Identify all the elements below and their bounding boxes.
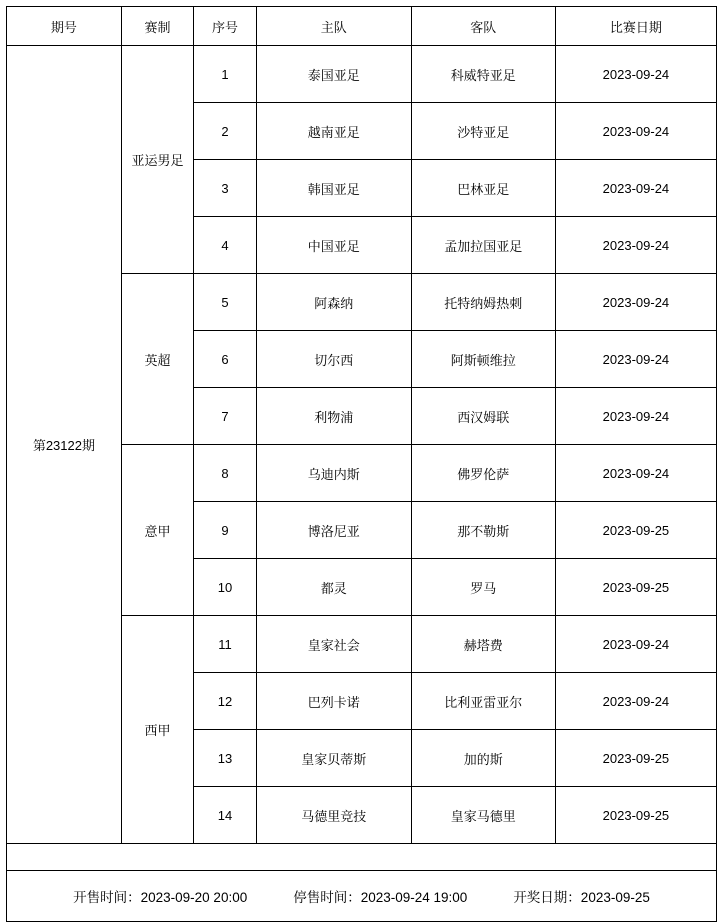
spacer-row	[7, 844, 717, 871]
sale-start-time: 开售时间：2023-09-20 20:00	[73, 890, 248, 905]
home-team: 阿森纳	[256, 274, 411, 331]
match-seq: 10	[194, 559, 256, 616]
match-seq: 6	[194, 331, 256, 388]
home-team: 泰国亚足	[256, 46, 411, 103]
away-team: 科威特亚足	[411, 46, 555, 103]
away-team: 佛罗伦萨	[411, 445, 555, 502]
match-date: 2023-09-24	[555, 616, 716, 673]
header-match-date: 比赛日期	[555, 7, 716, 46]
home-team: 皇家贝蒂斯	[256, 730, 411, 787]
home-team: 韩国亚足	[256, 160, 411, 217]
footer-row	[7, 871, 717, 922]
match-seq: 12	[194, 673, 256, 730]
match-date: 2023-09-24	[555, 388, 716, 445]
table-header	[7, 7, 717, 46]
match-seq: 5	[194, 274, 256, 331]
away-team: 孟加拉国亚足	[411, 217, 555, 274]
sale-end-time: 停售时间：2023-09-24 19:00	[293, 890, 468, 905]
header-away-team: 客队	[411, 7, 555, 46]
away-team: 西汉姆联	[411, 388, 555, 445]
header-home-team: 主队	[256, 7, 411, 46]
match-seq: 9	[194, 502, 256, 559]
away-team: 巴林亚足	[411, 160, 555, 217]
lottery-schedule-table	[6, 6, 717, 922]
draw-date: 开奖日期：2023-09-25	[513, 890, 650, 905]
away-team: 那不勒斯	[411, 502, 555, 559]
match-date: 2023-09-24	[555, 673, 716, 730]
match-date: 2023-09-25	[555, 559, 716, 616]
home-team: 利物浦	[256, 388, 411, 445]
home-team: 马德里竞技	[256, 787, 411, 844]
table-row	[7, 46, 717, 103]
away-team: 赫塔费	[411, 616, 555, 673]
home-team: 都灵	[256, 559, 411, 616]
spacer-cell	[7, 844, 717, 871]
issue-number: 第23122期	[7, 46, 122, 844]
match-date: 2023-09-25	[555, 787, 716, 844]
away-team: 皇家马德里	[411, 787, 555, 844]
home-team: 越南亚足	[256, 103, 411, 160]
match-seq: 2	[194, 103, 256, 160]
match-seq: 8	[194, 445, 256, 502]
home-team: 切尔西	[256, 331, 411, 388]
match-date: 2023-09-25	[555, 502, 716, 559]
home-team: 中国亚足	[256, 217, 411, 274]
match-date: 2023-09-24	[555, 46, 716, 103]
away-team: 沙特亚足	[411, 103, 555, 160]
match-date: 2023-09-24	[555, 160, 716, 217]
match-seq: 1	[194, 46, 256, 103]
header-seq: 序号	[194, 7, 256, 46]
away-team: 比利亚雷亚尔	[411, 673, 555, 730]
league-name: 英超	[121, 274, 194, 445]
match-seq: 7	[194, 388, 256, 445]
league-name: 西甲	[121, 616, 194, 844]
match-seq: 11	[194, 616, 256, 673]
match-seq: 3	[194, 160, 256, 217]
match-date: 2023-09-24	[555, 103, 716, 160]
home-team: 巴列卡诺	[256, 673, 411, 730]
home-team: 博洛尼亚	[256, 502, 411, 559]
away-team: 罗马	[411, 559, 555, 616]
header-issue: 期号	[7, 7, 122, 46]
match-date: 2023-09-24	[555, 217, 716, 274]
away-team: 阿斯顿维拉	[411, 331, 555, 388]
match-date: 2023-09-24	[555, 331, 716, 388]
match-seq: 14	[194, 787, 256, 844]
away-team: 托特纳姆热刺	[411, 274, 555, 331]
match-seq: 13	[194, 730, 256, 787]
table-body	[7, 46, 717, 922]
home-team: 乌迪内斯	[256, 445, 411, 502]
match-date: 2023-09-25	[555, 730, 716, 787]
league-name: 亚运男足	[121, 46, 194, 274]
match-date: 2023-09-24	[555, 274, 716, 331]
away-team: 加的斯	[411, 730, 555, 787]
table-header-row	[7, 7, 717, 46]
footer-cell	[7, 871, 717, 922]
match-date: 2023-09-24	[555, 445, 716, 502]
header-league: 赛制	[121, 7, 194, 46]
match-seq: 4	[194, 217, 256, 274]
home-team: 皇家社会	[256, 616, 411, 673]
league-name: 意甲	[121, 445, 194, 616]
